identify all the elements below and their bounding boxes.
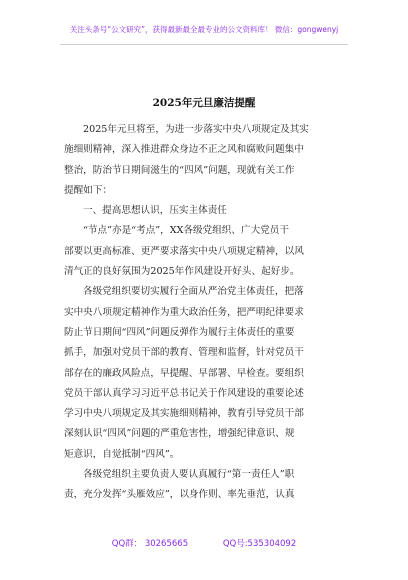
body-line: 学习中央八项规定及其实施细则精神，教育引导党员干部: [64, 408, 304, 420]
header-divider: [60, 44, 348, 45]
body-line: 施细则精神，深入推进群众身边不正之风和腐败问题集中: [64, 144, 304, 156]
document-body: [64, 120, 346, 506]
body-line: 部存在的廉政风险点，早提醒、早部署、早检查。要组织: [64, 367, 304, 379]
body-line: 实中央八项规定精神作为重大政治任务，把严明纪律要求: [64, 306, 304, 318]
footer-contacts: [0, 537, 408, 549]
body-line: 矩意识，自觉抵制“四风”。: [64, 448, 180, 460]
body-line: 整治，防治节日期间滋生的“四风”问题，现就有关工作: [64, 164, 295, 176]
body-line: 一、提高思想认识，压实主体责任: [83, 205, 227, 217]
body-line: 2025年元旦将至，为进一步落实中央八项规定及其实: [83, 124, 309, 135]
footer-qq-group: QQ群： 30265665: [111, 539, 189, 549]
footer-qq: QQ号:535304092: [222, 539, 297, 549]
body-line: 深刻认识“四风”问题的严重危害性，增强纪律意识、规: [64, 428, 295, 440]
body-line: 抓手，加强对党员干部的教育、管理和监督，针对党员干: [64, 347, 304, 359]
document-title: 2025年元旦廉洁提醒: [152, 97, 256, 109]
body-line: 党员干部认真学习习近平总书记关于作风建设的重要论述: [64, 387, 304, 399]
body-line: 防止节日期间“四风”问题反弹作为履行主体责任的重要: [64, 326, 295, 338]
body-line: 责，充分发挥“头雁效应”，以身作则、率先垂范，认真: [64, 489, 295, 501]
body-line: 提醒如下：: [64, 184, 112, 196]
body-line: “节点”亦是“考点”，XX各级党组织、广大党员干: [83, 225, 289, 237]
header-banner: 关注头条号“公文研究”，获得最新最全最专业的公文资料库！ 微信：gongwenyj: [69, 25, 339, 34]
body-line: 各级党组织主要负责人要认真履行“第一责任人”职: [83, 469, 295, 481]
body-line: 各级党组织要切实履行全面从严治党主体责任，把落: [83, 286, 304, 298]
body-line: 部要以更高标准、更严要求落实中央八项规定精神，以风: [64, 245, 304, 257]
body-line: 清气正的良好氛围为2025年作风建设开好头、起好步。: [64, 266, 300, 278]
